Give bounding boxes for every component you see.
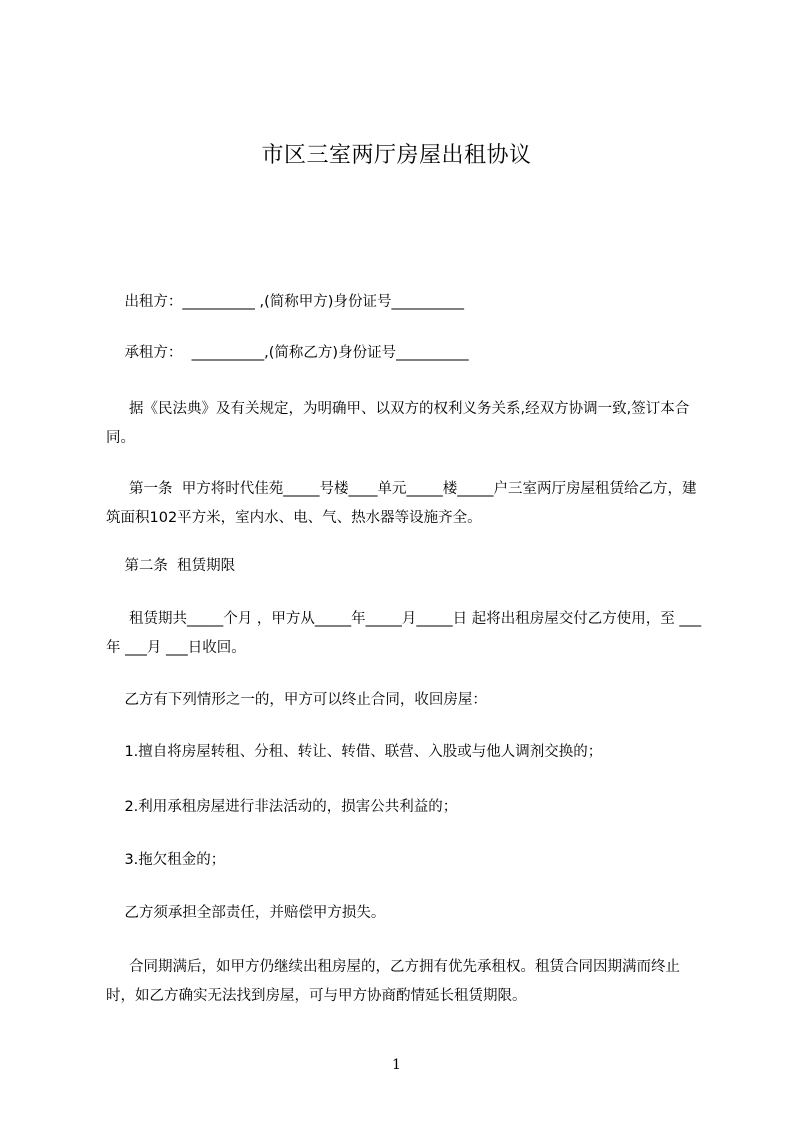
termination-item-1: 1.擅自将房屋转租、分租、转让、转借、联营、入股或与他人调剂交换的； [106,744,603,760]
lease-term-paragraph: 租赁期共_____个月 ，甲方从_____年_____月_____日 起将出租房屋交付乙方使用，至 ___年 ___月 ___日收回。 [106,611,702,656]
page-number: 1 [392,1057,401,1073]
liability-paragraph: 乙方须承担全部责任，并赔偿甲方损失。 [106,905,386,921]
lessor-line: 出租方：__________ ,(简称甲方)身份证号__________ [106,294,464,310]
document-title: 市区三室两厅房屋出租协议 [261,143,532,168]
termination-intro: 乙方有下列情形之一的，甲方可以终止合同，收回房屋： [106,692,487,708]
preamble-paragraph: 据《民法典》及有关规定，为明确甲、以双方的权利义务关系,经双方协调一致,签订本合同。 [106,401,690,446]
article-one-paragraph: 第一条 甲方将时代佳苑_____号楼____单元_____楼_____户三室两厅房屋租赁给乙方，建筑面积102平方米，室内水、电、气、热水器等设施齐全。 [106,481,697,526]
renewal-paragraph: 合同期满后，如甲方仍继续出租房屋的，乙方拥有优先承租权。租赁合同因期满而终止时，如乙方确实无法找到房屋，可与甲方协商酌情延长租赁期限。 [106,959,681,1004]
termination-item-2: 2.利用承租房屋进行非法活动的，损害公共利益的； [106,799,458,815]
article-two-heading: 第二条 租赁期限 [106,558,236,574]
termination-item-3: 3.拖欠租金的； [106,852,226,868]
lessee-line: 承租方： __________,(简称乙方)身份证号__________ [106,345,469,361]
